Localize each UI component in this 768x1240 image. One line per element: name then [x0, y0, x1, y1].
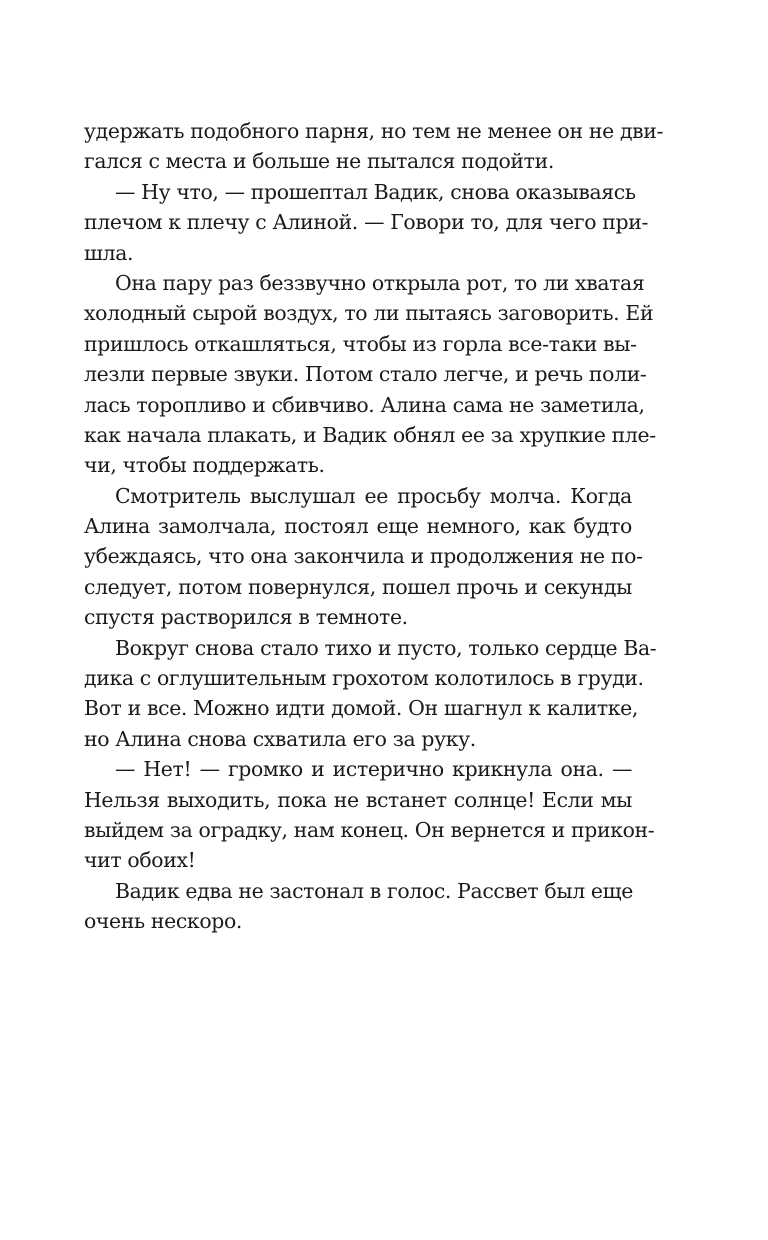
text-line: выйдем за оградку, нам конец. Он вернется и прикон- [84, 817, 655, 842]
page-text [84, 116, 664, 937]
text-line: Нельзя выходить, пока не встанет солнце! Если мы [84, 787, 632, 812]
text-line: лась торопливо и сбивчиво. Алина сама не заметила, [84, 392, 645, 417]
text-line: гался с места и больше не пытался подойти. [84, 149, 554, 174]
text-line: спустя растворился в темноте. [84, 605, 408, 630]
text-line: убеждаясь, что она закончила и продолжения не по- [84, 544, 643, 569]
text-line: пришлось откашляться, чтобы из горла все-таки вы- [84, 331, 637, 356]
text-line: чит обоих! [84, 848, 196, 873]
text-line: Смотритель выслушал ее просьбу молча. Когда [115, 483, 632, 508]
text-line: Она пару раз беззвучно открыла рот, то ли хватая [115, 270, 645, 295]
text-line: очень нескоро. [84, 909, 243, 934]
text-line: плечом к плечу с Алиной. — Говори то, для чего при- [84, 210, 648, 235]
text-line: Вот и все. Можно идти домой. Он шагнул к калитке, [84, 696, 639, 721]
text-line: но Алина снова схватила его за руку. [84, 726, 476, 751]
text-line: как начала плакать, и Вадик обнял ее за хрупкие пле- [84, 422, 656, 447]
text-line: — Ну что, — прошептал Вадик, снова оказываясь [115, 179, 636, 204]
text-line: чи, чтобы поддержать. [84, 453, 325, 478]
text-line: шла. [84, 240, 134, 265]
text-line: Вокруг снова стало тихо и пусто, только сердце Ва- [115, 635, 657, 660]
text-line: — Нет! — громко и истерично крикнула она. — [115, 757, 632, 782]
text-line: удержать подобного парня, но тем не менее он не дви- [84, 119, 664, 143]
text-line: Вадик едва не застонал в голос. Рассвет был еще [115, 878, 633, 903]
text-line: дика с оглушительным грохотом колотилось в груди. [84, 666, 644, 691]
text-line: холодный сырой воздух, то ли пытаясь заговорить. Ей [84, 301, 654, 326]
text-line: следует, потом повернулся, пошел прочь и секунды [84, 574, 632, 599]
text-line: лезли первые звуки. Потом стало легче, и речь поли- [84, 362, 647, 387]
text-line: Алина замолчала, постоял еще немного, как будто [84, 514, 632, 539]
